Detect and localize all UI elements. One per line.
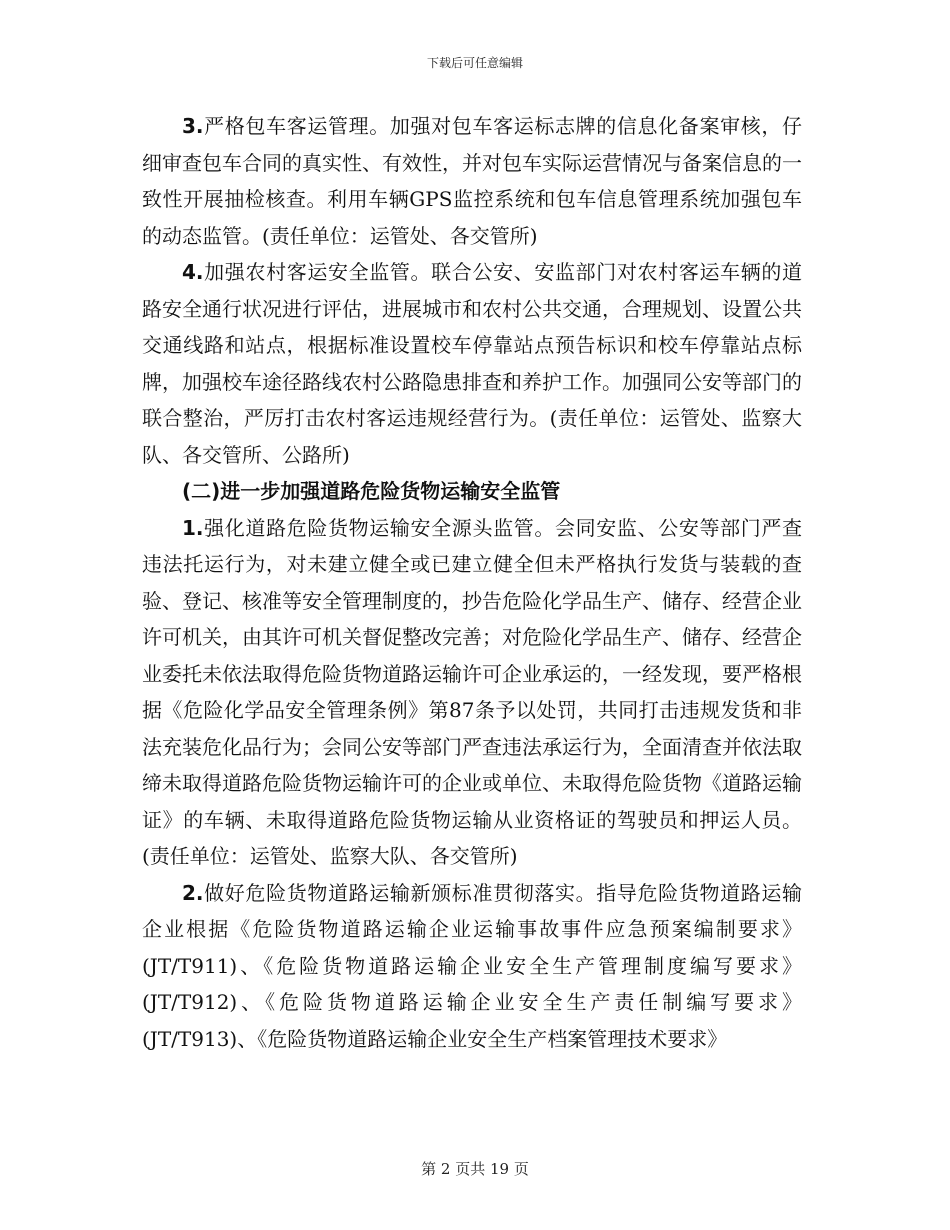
paragraph-item-4 xyxy=(142,254,802,473)
paragraph-text: 严格包车客运管理。加强对包车客运标志牌的信息化备案审核，仔细审查包车合同的真实性、有效性，并对包车实际运营情况与备案信息的一致性开展抽检核查。利用车辆GPS监控系统和包车信息管理系统加强包车的动态监管。(责任单位：运管处、各交管所) xyxy=(142,114,802,248)
paragraph-text: 做好危险货物道路运输新颁标准贯彻落实。指导危险货物道路运输企业根据《危险货物道路运输企业运输事故事件应急预案编制要求》(JT/T911)、《危险货物道路运输企业安全生产管理制度编写要求》(JT/T912)、《危险货物道路运输企业安全生产责任制编写要求》(JT/T913)、《危险货物道路运输企业安全生产档案管理技术要求》 xyxy=(142,880,802,1051)
paragraph-item-1 xyxy=(142,510,802,875)
item-number: 2. xyxy=(182,880,204,905)
page-footer: 第 2 页共 19 页 xyxy=(421,1160,529,1178)
paragraph-text: 强化道路危险货物运输安全源头监管。会同安监、公安等部门严查违法托运行为，对未建立健全或已建立健全但未严格执行发货与装载的查验、登记、核准等安全管理制度的，抄告危险化学品生产、储存、经营企业许可机关，由其许可机关督促整改完善；对危险化学品生产、储存、经营企业委托未依法取得危险货物道路运输许可企业承运的，一经发现，要严格根据《危险化学品安全管理条例》第87条予以处罚，共同打击违规发货和非法充装危化品行为；会同公安等部门严查违法承运行为，全面清查并依法取缔未取得道路危险货物运输许可的企业或单位、未取得危险货物《道路运输证》的车辆、未取得道路危险货物运输从业资格证的驾驶员和押运人员。(责任单位：运管处、监察大队、各交管所) xyxy=(142,515,802,868)
item-number: 4. xyxy=(182,260,204,284)
page-header: 下载后可任意编辑 xyxy=(426,56,523,70)
paragraph-item-2 xyxy=(142,875,802,1058)
item-number: 3. xyxy=(182,114,204,138)
paragraph-item-3 xyxy=(142,108,802,254)
paragraph-text: 加强农村客运安全监管。联合公安、安监部门对农村客运车辆的道路安全通行状况进行评估，进展城市和农村公共交通，合理规划、设置公共交通线路和站点，根据标准设置校车停靠站点预告标识和校车停靠站点标牌，加强校车途径路线农村公路隐患排查和养护工作。加强同公安等部门的联合整治，严厉打击农村客运违规经营行为。(责任单位：运管处、监察大队、各交管所、公路所) xyxy=(142,260,802,467)
document-body xyxy=(142,108,802,1057)
section-heading: (二)进一步加强道路危险货物运输安全监管 xyxy=(182,479,561,503)
item-number: 1. xyxy=(182,515,204,540)
